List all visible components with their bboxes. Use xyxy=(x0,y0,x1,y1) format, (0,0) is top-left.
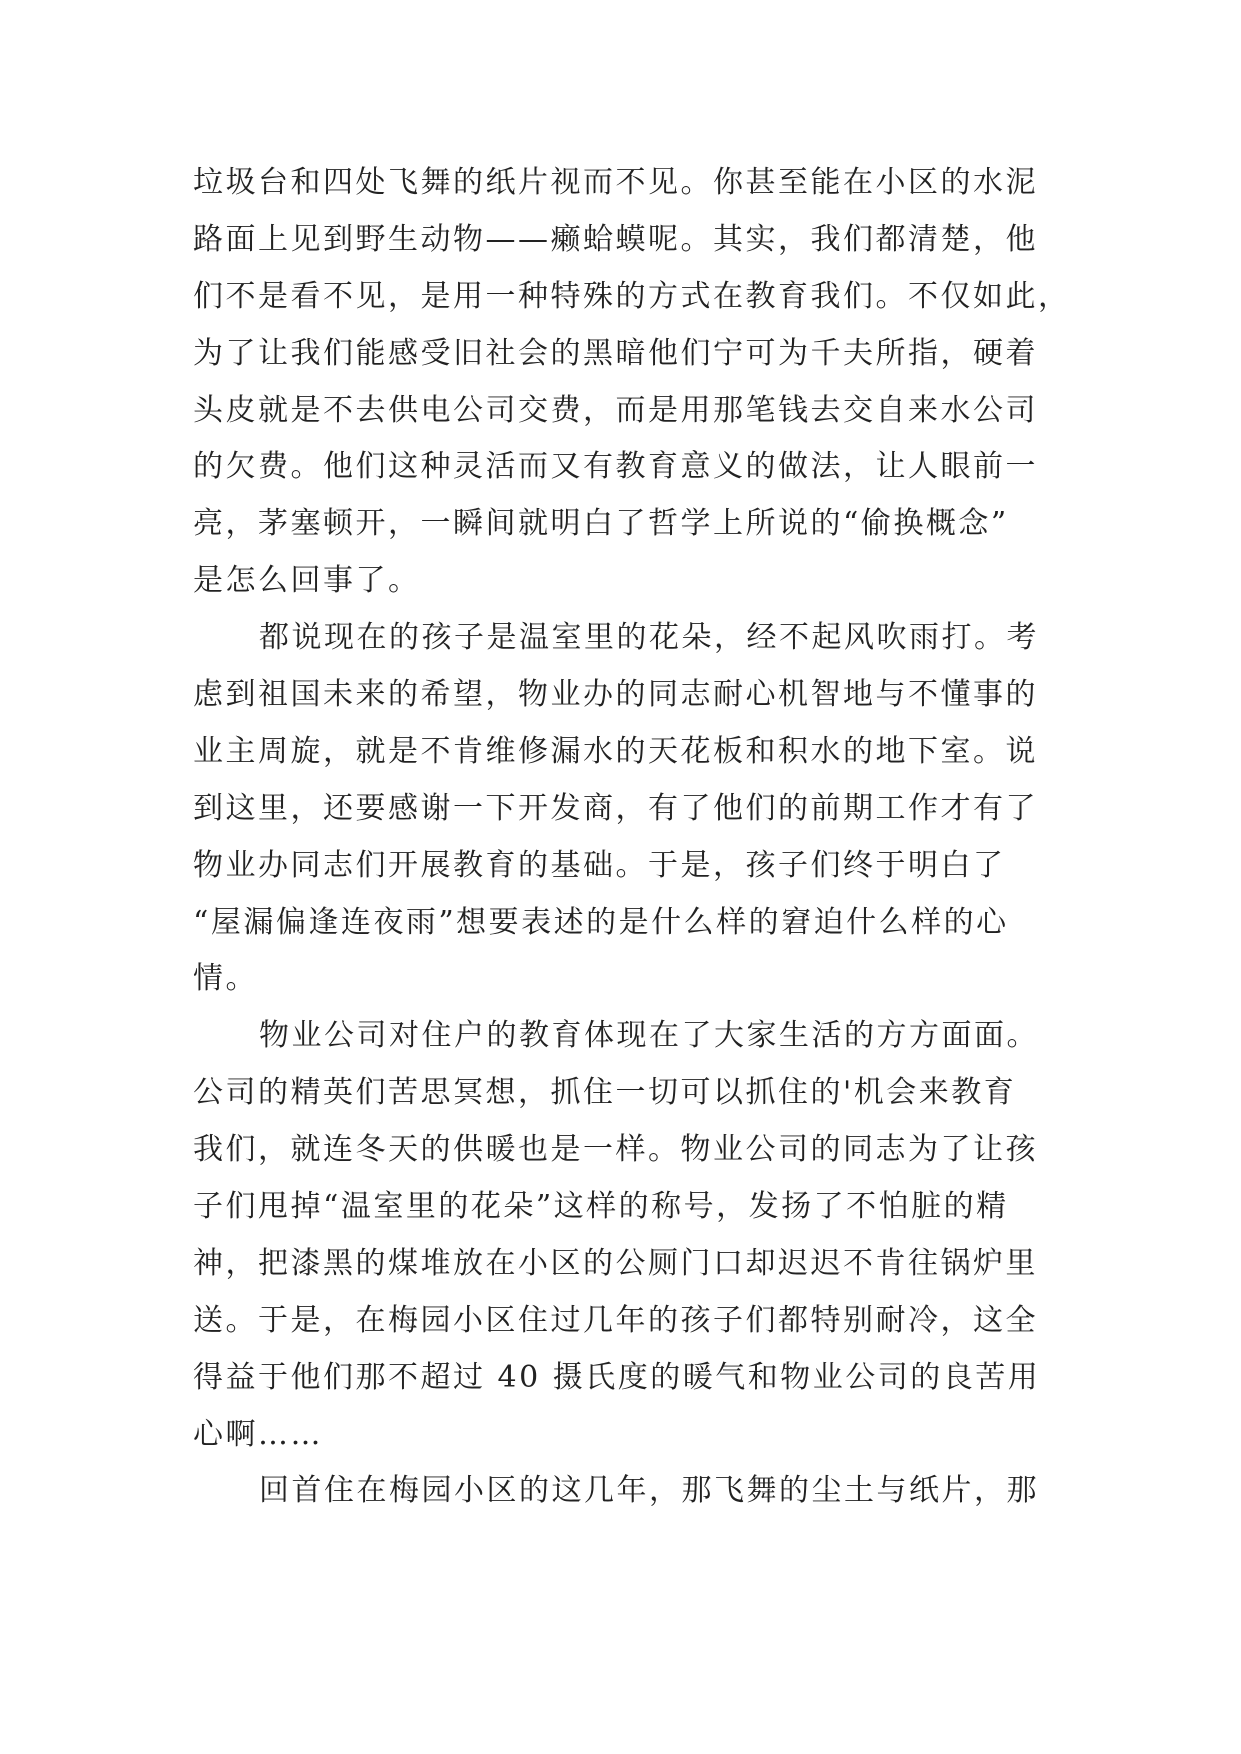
text-line: 业主周旋，就是不肯维修漏水的天花板和积水的地下室。说 xyxy=(193,733,1038,769)
text-line: 头皮就是不去供电公司交费，而是用那笔钱去交自来水公司 xyxy=(193,392,1038,428)
paragraph xyxy=(193,155,1071,610)
text-line: 虑到祖国未来的希望，物业办的同志耐心机智地与不懂事的 xyxy=(193,677,1038,713)
text-line: 到这里，还要感谢一下开发商，有了他们的前期工作才有了 xyxy=(193,790,1038,826)
text-line: 是怎么回事了。 xyxy=(193,563,421,599)
text-line: 公司的精英们苦思冥想，抓住一切可以抓住的'机会来教育 xyxy=(193,1075,1017,1111)
text-line: 都说现在的孩子是温室里的花朵，经不起风吹雨打。考 xyxy=(259,620,1039,656)
text-line: 我们，就连冬天的供暖也是一样。物业公司的同志为了让孩 xyxy=(193,1132,1038,1168)
paragraph xyxy=(193,1463,1063,1520)
text-line: 回首住在梅园小区的这几年，那飞舞的尘土与纸片，那 xyxy=(259,1473,1039,1509)
paragraph xyxy=(193,1008,1063,1463)
paragraph xyxy=(193,610,1063,1008)
text-line: 为了让我们能感受旧社会的黑暗他们宁可为千夫所指，硬着 xyxy=(193,335,1038,371)
text-line: 心啊…… xyxy=(193,1416,323,1452)
text-line: 神，把漆黑的煤堆放在小区的公厕门口却迟迟不肯往锅炉里 xyxy=(193,1245,1038,1281)
text-line: 子们甩掉“温室里的花朵”这样的称号，发扬了不怕脏的精 xyxy=(193,1189,1009,1225)
text-line: 物业公司对住户的教育体现在了大家生活的方方面面。 xyxy=(259,1018,1039,1054)
text-line: 路面上见到野生动物——癞蛤蟆呢。其实，我们都清楚，他 xyxy=(193,221,1038,257)
text-line: 亮，茅塞顿开，一瞬间就明白了哲学上所说的“偷换概念” xyxy=(193,506,1009,542)
text-line: 送。于是，在梅园小区住过几年的孩子们都特别耐冷，这全 xyxy=(193,1302,1038,1338)
text-line: 得益于他们那不超过 40 摄氏度的暖气和物业公司的良苦用 xyxy=(193,1359,1041,1395)
text-line: 物业办同志们开展教育的基础。于是，孩子们终于明白了 xyxy=(193,847,1006,883)
text-line: 垃圾台和四处飞舞的纸片视而不见。你甚至能在小区的水泥 xyxy=(193,165,1038,200)
text-line: 们不是看不见，是用一种特殊的方式在教育我们。不仅如此， xyxy=(193,278,1071,314)
text-line: “屋漏偏逢连夜雨”想要表述的是什么样的窘迫什么样的心 xyxy=(193,904,1009,940)
text-line: 的欠费。他们这种灵活而又有教育意义的做法，让人眼前一 xyxy=(193,449,1038,485)
document-body xyxy=(193,155,1071,1520)
text-line: 情。 xyxy=(193,961,258,997)
